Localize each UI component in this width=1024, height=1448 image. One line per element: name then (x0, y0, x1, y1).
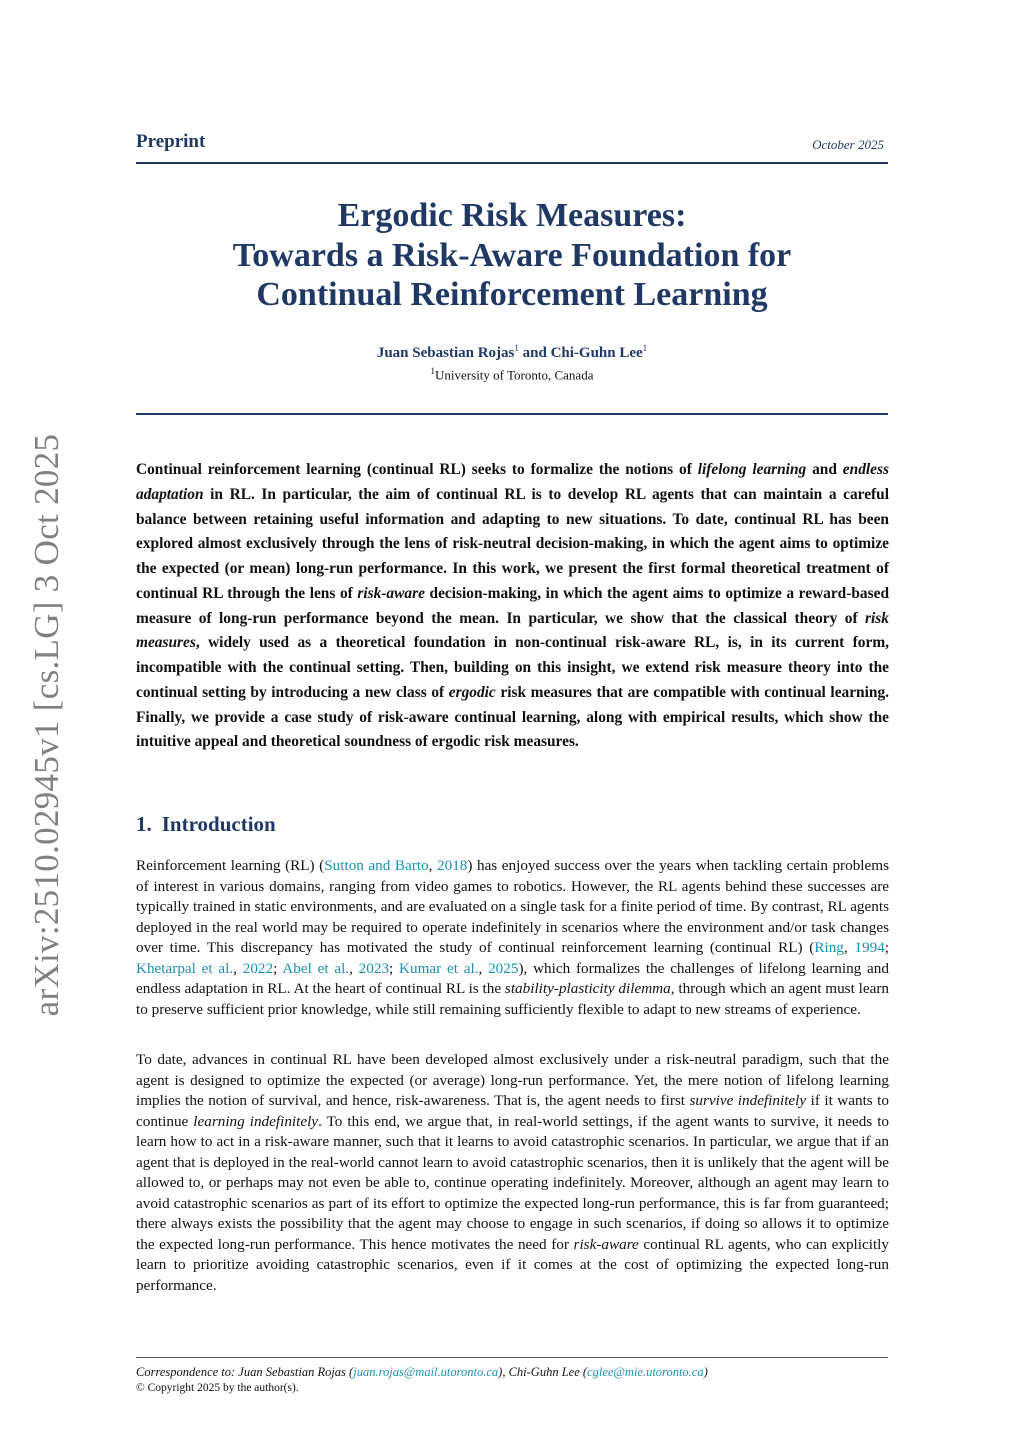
footnote-text: Correspondence to: Juan Sebastian Rojas ( (136, 1365, 354, 1379)
footnote-text: ) (703, 1365, 708, 1379)
preprint-label: Preprint (136, 131, 206, 152)
abstract-emphasis: risk measures (136, 609, 889, 652)
citation-year-link[interactable]: 2023 (358, 959, 390, 977)
author-name: Juan Sebastian Rojas (376, 345, 515, 361)
section-heading-introduction (136, 812, 276, 837)
arxiv-identifier-stamp: arXiv:2510.02945v1 [cs.LG] 3 Oct 2025 (27, 433, 66, 1017)
author-list (136, 343, 888, 362)
title-block-rule (136, 413, 888, 415)
citation-link[interactable]: Khetarpal et al. (136, 959, 234, 977)
copyright-note: © Copyright 2025 by the author(s). (136, 1382, 299, 1394)
section-title: Introduction (161, 812, 276, 836)
citation-link[interactable]: Abel et al. (282, 959, 350, 977)
body-text: ) has enjoyed success over the years when tackling certain problems of interest in various domains, ranging from video games to robotics. However, the RL agents behind these successes are typically trained in static environments, and are evaluated on a single task for a finite period of time. By contrast, RL agents deployed in the real world may be required to operate indefinitely in scenarios where the environment and/or task changes over time. This discrepancy has motivated the study of continual reinforcement learning (continual RL) ( (136, 857, 889, 956)
page-header (136, 129, 888, 165)
body-emphasis: learning indefinitely (193, 1112, 319, 1130)
author-name: Chi-Guhn Lee (550, 345, 643, 361)
intro-paragraph-2 (136, 1050, 889, 1296)
footnote-text: ), Chi-Guhn Lee ( (498, 1365, 588, 1379)
body-text: Reinforcement learning (RL) ( (136, 857, 325, 874)
section-number: 1. (136, 812, 152, 836)
citation-link[interactable]: Ring (814, 939, 844, 956)
affiliation-text: University of Toronto, Canada (435, 367, 594, 383)
citation-year-link[interactable]: 1994 (854, 939, 885, 956)
body-text: ), which formalizes the challenges of lifelong learning and endless adaptation in RL. At the heart of continual RL is the (136, 959, 889, 997)
abstract-emphasis: risk-aware (357, 584, 425, 602)
title-line-3: Continual Reinforcement Learning (256, 276, 768, 313)
abstract-text: and (806, 461, 843, 478)
citation-year-link[interactable]: 2018 (437, 857, 468, 874)
abstract-text: decision-making, in which the agent aims to optimize a reward-based measure of long-run performance beyond the mean. In particular, we show that the classical theory of (136, 584, 890, 627)
body-text: To date, advances in continual RL have been developed almost exclusively under a risk-neutral paradigm, such that the agent is designed to optimize the expected (or average) long-run performance. Yet, the mere notion of lifelong learning implies the notion of survival, and hence, risk-awareness. That is, the agent needs to first (136, 1051, 889, 1109)
affiliation-marker: 1 (430, 366, 436, 376)
affiliation-marker: 1 (642, 343, 648, 353)
abstract-text: in RL. In particular, the aim of continual RL is to develop RL agents that can maintain a careful balance between retaining useful information and adapting to new situations. To date, continual RL has been explored almost exclusively through the lens of risk-neutral decision-making, in which the agent aims to optimize the expected (or mean) long-run performance. In this work, we present the first formal theoretical treatment of continual RL through the lens of (136, 485, 889, 602)
body-text: if it wants to continue (136, 1092, 889, 1130)
abstract-text: , widely used as a theoretical foundation in non-continual risk-aware RL, is, in its current form, incompatible with the continual setting. Then, building on this insight, we extend risk measure theory into the continual setting by introducing a new class of (136, 634, 889, 701)
header-rule (136, 162, 888, 164)
body-emphasis: risk-aware (573, 1235, 639, 1253)
body-emphasis: survive indefinitely (689, 1092, 807, 1109)
body-text: , through which an agent must learn to preserve sufficient prior knowledge, while still remaining sufficiently flexible to adapt to new streams of experience. (136, 980, 889, 1018)
citation-year-link[interactable]: 2022 (242, 959, 274, 977)
body-text: continual RL agents, who can explicitly learn to prioritize avoiding catastrophic scenarios, even if it comes at the cost of optimizing the expected long-run performance. (136, 1235, 889, 1294)
abstract-emphasis: ergodic (448, 683, 496, 701)
author-connector: and (522, 345, 547, 361)
intro-paragraph-1: Reinforcement learning (RL) (Sutton and Barto, 2018) has enjoyed success over the years when tackling certain problems of interest in various domains, ranging from video games to robotics. However, the RL agents behind these successes are typically trained in static environments, and are evaluated on a single task for a finite period of time. By contrast, RL agents deployed in the real world may be required to operate indefinitely in scenarios where the environment and/or task changes over time. This discrepancy has motivated the study of continual reinforcement learning (continual RL) (Ring, 1994; Khetarpal et al., 2022; Abel et al., 2023; Kumar et al., 2025), which formalizes the challenges of lifelong learning and endless adaptation in RL. At the heart of continual RL is the stability-plasticity dilemma, through which an agent must learn to preserve sufficient prior knowledge, while still remaining sufficiently flexible to adapt to new streams of experience. (136, 857, 890, 1018)
date-label: October 2025 (812, 137, 884, 152)
citation-link[interactable]: Kumar et al. (399, 959, 479, 977)
body-text: . To this end, we argue that, in real-world settings, if the agent wants to survive, it needs to learn how to act in a risk-aware manner, such that it learns to avoid catastrophic scenarios. In particular, we argue that if an agent that is deployed in the real-world cannot learn to avoid catastrophic scenarios, then it is unlikely that the agent will be allowed to, or perhaps may not even be able to, continue operating indefinitely. Moreover, although an agent may learn to avoid catastrophic scenarios as part of its effort to optimize the expected long-run performance, this is far from guaranteed; there always exists the possibility that the agent may choose to engage in such scenarios, if doing so allows it to optimize the expected long-run performance. This hence motivates the need for (136, 1112, 890, 1253)
footnote-rule (136, 1357, 888, 1358)
affiliation (136, 366, 888, 383)
abstract-emphasis: endless adaptation (136, 461, 889, 503)
citation-link[interactable]: Sutton and Barto (324, 857, 429, 874)
abstract-text: risk measures that are compatible with continual learning. Finally, we provide a case study of risk-aware continual learning, along with empirical results, which show the intuitive appeal and theoretical soundness of ergodic risk measures. (136, 683, 889, 751)
title-line-1: Ergodic Risk Measures: (337, 197, 687, 234)
title-line-2: Towards a Risk-Aware Foundation for (232, 236, 792, 274)
citation-year-link[interactable]: 2025 (488, 959, 519, 977)
abstract-text: Continual reinforcement learning (continual RL) seeks to formalize the notions of (136, 461, 698, 478)
abstract (136, 458, 889, 755)
email-link[interactable]: cglee@mie.utoronto.ca (587, 1365, 704, 1379)
paper-title (136, 196, 888, 315)
email-link[interactable]: juan.rojas@mail.utoronto.ca (353, 1365, 499, 1379)
correspondence-note (136, 1365, 708, 1380)
affiliation-marker: 1 (514, 343, 519, 353)
abstract-emphasis: lifelong learning (697, 461, 807, 478)
body-emphasis: stability-plasticity dilemma (504, 980, 671, 997)
